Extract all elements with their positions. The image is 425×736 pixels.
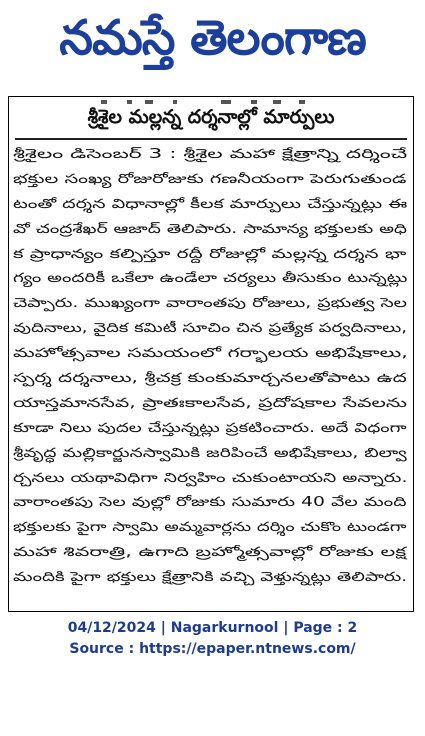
article-line: కూడా నిలు పుదల చేస్తున్నట్లు ప్రకటించారు. అదే విధంగా: [13, 420, 407, 436]
article-line: స్పర్శ దర్శనాలు, శ్రీచక్ర కుంకుమార్చనలతోపాటు ఉద: [13, 371, 407, 387]
article-line: టంతో దర్శన విధానాల్లో కీలక మార్పులు చేస్తున్నట్లు ఈ: [13, 196, 408, 212]
newspaper-logo: నమస్తే తెలంగాణ: [59, 9, 366, 66]
newspaper-masthead: [0, 0, 425, 75]
article-line: మహోత్సవాల సమయంలో గర్భాలయ అభిషేకాలు,: [13, 346, 408, 362]
article-line: వారాంతపు సెల వుల్లో రోజుకు సుమారు 40 వేల మంది: [13, 495, 407, 511]
article-line: మహా శివరాత్రి, ఉగాది బ్రహ్మోత్సవాల్లో రోజుకు లక్ష: [13, 545, 407, 561]
article-headline: శ్రీశైల మల్లన్న దర్శనాల్లో మార్పులు: [87, 106, 335, 128]
source-footer: [0, 618, 425, 660]
article-body: [13, 143, 409, 591]
article-line: యాస్తమానసేవ, ప్రాతఃకాలసేవ, ప్రదోషకాల సేవలను: [13, 395, 408, 411]
cropped-text-fragment: [101, 100, 311, 104]
article-line: క ప్రాధాన్యం కల్పిస్తూ రద్దీ రోజుల్లో మల్లన్న దర్శన భా: [13, 246, 407, 262]
article-line: చెప్పారు. ముఖ్యంగా వారాంతపు రోజులు, ప్రభుత్వ సెల: [13, 296, 408, 312]
article-line: వో చంద్రశేఖర్‌ ఆజాద్‌ తెలిపారు. సామాన్య భక్తులకు అధి: [13, 221, 408, 237]
article-line: ర్చనలు యథావిధిగా నిర్వహిం చుకుంటాయని అన్నారు.: [13, 470, 408, 486]
headline-divider: [15, 138, 407, 140]
article-clipping: [8, 96, 414, 612]
article-line: మందికి పైగా భక్తులు క్షేత్రానికి వచ్చి వెళ్తున్నట్లు తెలిపారు.: [13, 570, 408, 586]
article-line: వుదినాలు, వైదిక కమిటీ సూచిం చిన ప్రత్యేక పర్వదినాలు,: [13, 321, 407, 337]
article-line: గ్యం అందరికీ ఒకేలా ఉండేలా చర్యలు తీసుకుం టున్నట్లు: [13, 271, 408, 287]
article-line: శ్రీశైలం డిసెంబర్‌ 3 : శ్రీశైల మహా క్షేత్రాన్ని దర్శించే: [13, 147, 408, 162]
article-line: శ్రీవృద్ధ మల్లికార్జునస్వామికి జరిపించే అభిషేకాలు, బిల్వా: [13, 445, 407, 461]
article-line: భక్తులకు పైగా స్వామి అమ్మవార్లను దర్శిం చుకొం టుండగా: [13, 520, 407, 536]
publication-info: 04/12/2024 | Nagarkurnool | Page : 2: [67, 620, 358, 636]
source-link[interactable]: Source : https://epaper.ntnews.com/: [69, 641, 356, 657]
article-line: భక్తుల సంఖ్య రోజురోజుకు గణనీయంగా పెరుగుతుండ: [13, 171, 407, 187]
